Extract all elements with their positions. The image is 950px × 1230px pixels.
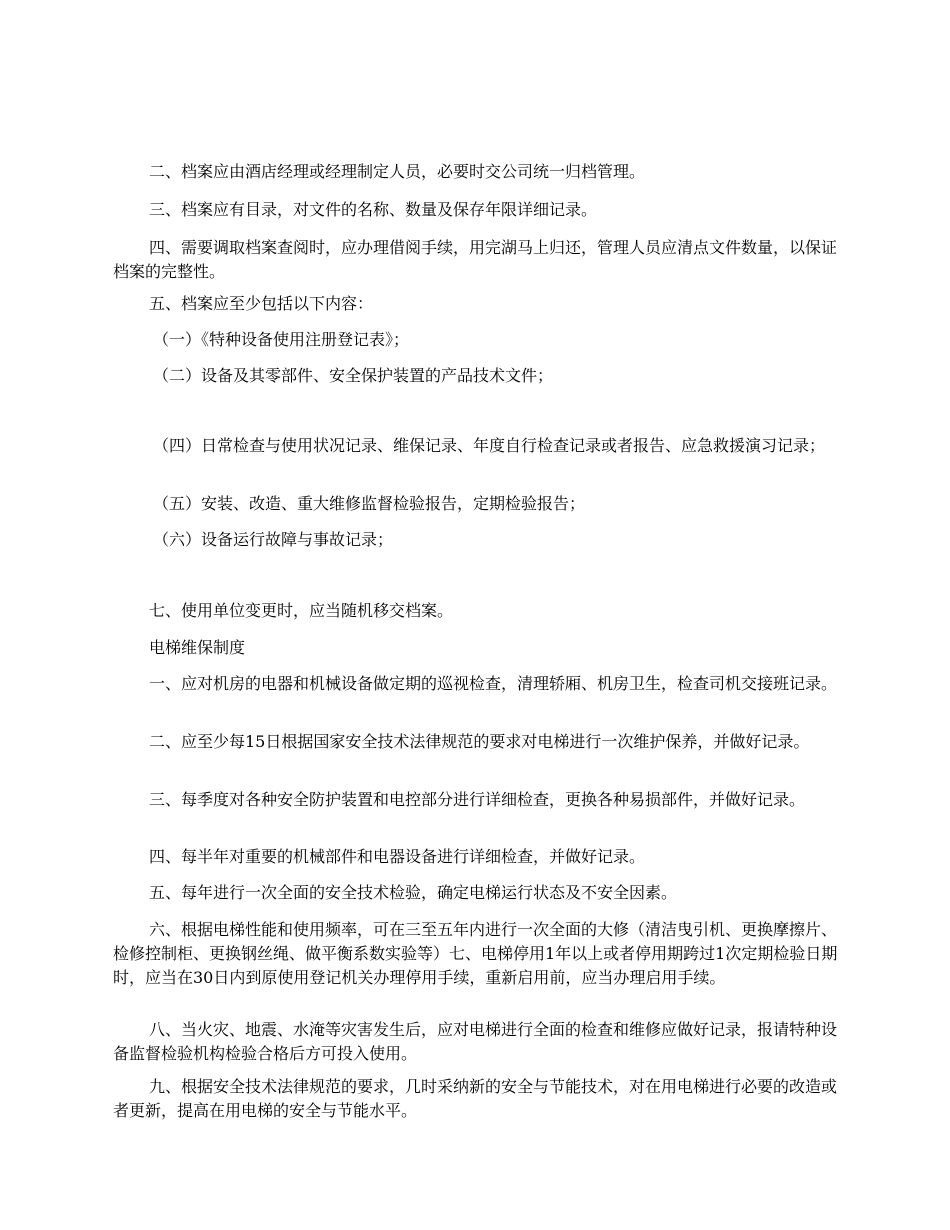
paragraph-maintenance-4: 四、每半年对重要的机械部件和电器设备进行详细检查，并做好记录。	[149, 847, 646, 866]
section-title-elevator-maintenance: 电梯维保制度	[149, 638, 246, 657]
paragraph-unit-change: 七、使用单位变更时，应当随机移交档案。	[149, 601, 454, 620]
paragraph-maintenance-8: 八、当火灾、地震、水淹等灾害发生后，应对电梯进行全面的检查和维修应做好记录，报请特种设备监督检验机构检验合格后方可投入使用。	[113, 1020, 838, 1063]
paragraph-maintenance-1: 一、应对机房的电器和机械设备做定期的巡视检查，清理轿厢、机房卫生，检查司机交接班记录。	[149, 674, 838, 693]
list-item-inspection-records: （四）日常检查与使用状况记录、维保记录、年度自行检查记录或者报告、应急救援演习记录；	[153, 436, 826, 455]
list-item-inspection-reports: （五）安装、改造、重大维修监督检验报告，定期检验报告；	[153, 494, 586, 513]
paragraph-maintenance-3: 三、每季度对各种安全防护装置和电控部分进行详细检查，更换各种易损部件，并做好记录。	[149, 790, 806, 809]
list-item-registration-form: （一）《特种设备使用注册登记表》；	[153, 330, 410, 349]
list-item-fault-records: （六）设备运行故障与事故记录；	[153, 530, 394, 549]
paragraph-archive-contents: 五、档案应至少包括以下内容：	[149, 294, 374, 313]
paragraph-archive-custody: 二、档案应由酒店经理或经理制定人员，必要时交公司统一归档管理。	[149, 162, 646, 181]
paragraph-archive-borrowing: 四、需要调取档案查阅时，应办理借阅手续，用完湖马上归还，管理人员应清点文件数量，以保证档案的完整性。	[113, 238, 838, 281]
paragraph-maintenance-5: 五、每年进行一次全面的安全技术检验，确定电梯运行状态及不安全因素。	[149, 883, 678, 902]
paragraph-archive-catalog: 三、档案应有目录，对文件的名称、数量及保存年限详细记录。	[149, 200, 598, 219]
paragraph-maintenance-9: 九、根据安全技术法律规范的要求，几时采纳新的安全与节能技术，对在用电梯进行必要的改造或者更新，提高在用电梯的安全与节能水平。	[113, 1077, 838, 1120]
paragraph-maintenance-6-7: 六、根据电梯性能和使用频率，可在三至五年内进行一次全面的大修（清洁曳引机、更换摩擦片、检修控制柜、更换钢丝绳、做平衡系数实验等）七、电梯停用1年以上或者停用期跨过1次定期检验日期时，应当在30日内到原使用登记机关办理停用手续，重新启用前，应当办理启用手续。	[113, 920, 838, 987]
list-item-technical-documents: （二）设备及其零部件、安全保护装置的产品技术文件；	[153, 366, 554, 385]
paragraph-maintenance-2: 二、应至少每15日根据国家安全技术法律规范的要求对电梯进行一次维护保养，并做好记录。	[149, 732, 810, 751]
